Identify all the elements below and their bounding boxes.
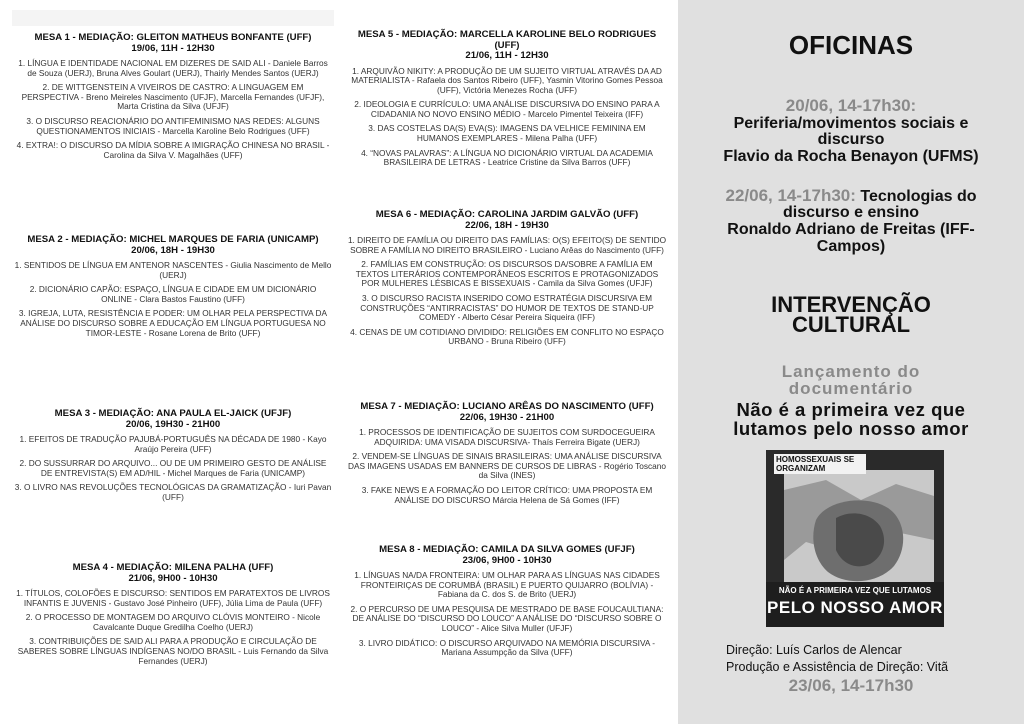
mesa-item: 4. CENAS DE UM COTIDIANO DIVIDIDO: RELIGIÕES EM CONFLITO NO ESPAÇO URBANO - Bruna Ribeiro (UFF)	[350, 326, 664, 347]
mesa-2	[14, 235, 332, 338]
mesa-item: 4. “NOVAS PALAVRAS”: A LÍNGUA NO DICIONÁRIO VIRTUAL DA ACADEMIA BRASILEIRA DE LETRAS - Leatrice Cristine da Silva Barros (UFF)	[361, 147, 653, 168]
mesa-item: 1. DIREITO DE FAMÍLIA OU DIREITO DAS FAMÍLIAS: O(S) EFEITO(S) DE SENTIDO SOBRE A FAMÍLIA NO DIREITO BRASILEIRO - Luciano Arêas do Nascimento (UFF)	[347, 235, 667, 255]
mesa-item: 1. EFEITOS DE TRADUÇÃO PAJUBÁ-PORTUGUÊS NA DÉCADA DE 1980 - Kayo Araújo Pereira (UFF)	[19, 434, 327, 454]
mesa-item: 3. O DISCURSO RACISTA INSERIDO COMO ESTRATÉGIA DISCURSIVA EM CONSTRUÇÕES “ANTIRRACISTAS” DO HUMOR DE TEXTOS DE STAND-UP COMEDY - Alberto César Pereira Siqueira (IFF)	[360, 292, 654, 323]
mesa-item: 2. DICIONÁRIO CAPÃO: ESPAÇO, LÍNGUA E CIDADE EM UM DICIONÁRIO ONLINE - Clara Bastos Faustino (UFF)	[29, 284, 317, 304]
oficina-1-line3: Flavio da Rocha Benayon (UFMS)	[723, 148, 979, 165]
documentary-poster	[766, 450, 944, 627]
mesa-4	[14, 563, 332, 666]
credits-direcao: Direção: Luís Carlos de Alencar	[726, 643, 902, 657]
intervencao-heading-1: INTERVENÇÃO	[771, 292, 931, 317]
mesa-date: 20/06, 18H - 19H30	[131, 244, 215, 256]
credits-producao: Produção e Assistência de Direção: Vitã	[726, 660, 949, 674]
mesa-date: 23/06, 9H00 - 10H30	[462, 554, 552, 566]
mesa-title: MESA 8 - MEDIAÇÃO: CAMILA DA SILVA GOMES (UFJF)	[379, 544, 635, 555]
mesa-title: MESA 4 - MEDIAÇÃO: MILENA PALHA (UFF)	[72, 562, 274, 573]
poster-bottom-small: NÃO É A PRIMEIRA VEZ QUE LUTAMOS	[778, 586, 932, 595]
film-title-line1: Não é a primeira vez que	[736, 399, 966, 420]
intervencao-heading-2: CULTURAL	[791, 312, 911, 337]
mesa-item: 1. PROCESSOS DE IDENTIFICAÇÃO DE SUJEITOS COM SURDOCEGUEIRA ADQUIRIDA: UMA VISADA DISCURSIVA- Thaís Ferreira Bigate (UERJ)	[359, 427, 655, 447]
column-right	[678, 0, 1024, 724]
mesa-title: MESA 7 - MEDIAÇÃO: LUCIANO ARÊAS DO NASCIMENTO (UFF)	[360, 401, 654, 412]
mesa-item: 3. LIVRO DIDÁTICO: O DISCURSO ARQUIVADO NA MEMÓRIA DISCURSIVA - Mariana Assumpção da Silva (UFF)	[358, 637, 656, 658]
oficinas-heading: OFICINAS	[788, 30, 914, 60]
mesa-item: 2. DO SUSSURRAR DO ARQUIVO... OU DE UM PRIMEIRO GESTO DE ANÁLISE DE ENTREVISTA(S) EM AD/HIL - Michel Marques de Faria (UNICAMP)	[19, 458, 327, 478]
mesa-item: 2. FAMÍLIAS EM CONSTRUÇÃO: OS DISCURSOS DA/SOBRE A FAMÍLIA EM TEXTOS LITERÁRIOS CONTEMPORÂNEOS ESCRITOS E PROTAGONIZADOS POR MULHERES LÉSBICAS E BISSEXUAIS - Camila da Silva Gomes (UFJF)	[355, 259, 659, 289]
credits-date: 23/06, 14-17h30	[788, 676, 914, 695]
mesa-8	[346, 545, 668, 658]
mesa-item: 1. TÍTULOS, COLOFÕES E DISCURSO: SENTIDOS EM PARATEXTOS DE LIVROS INFANTIS E JUVENIS - Gustavo José Pinheiro (UFF), Júlia Lima de Paula (UFF)	[16, 588, 330, 608]
mesa-item: 4. EXTRA!: O DISCURSO DA MÍDIA SOBRE A IMIGRAÇÃO CHINESA NO BRASIL - Carolina da Silva V. Magalhães (UFF)	[16, 140, 330, 160]
oficina-2-date: 22/06, 14-17h30:	[725, 186, 856, 205]
oficina-2-line1	[678, 188, 1024, 205]
mesa-item: 3. O LIVRO NAS REVOLUÇÕES TECNOLÓGICAS DA GRAMATIZAÇÃO - Iuri Pavan (UFF)	[14, 482, 332, 502]
mesa-item: 3. DAS COSTELAS DA(S) EVA(S): IMAGENS DA VELHICE FEMININA EM HUMANOS EXEMPLARES - Milena Palha (UFF)	[368, 123, 646, 144]
mesa-item: 3. FAKE NEWS E A FORMAÇÃO DO LEITOR CRÍTICO: UMA PROPOSTA EM ANÁLISE DO DISCURSO Márcia Helena de Sá Gomes (IFF)	[361, 484, 653, 505]
oficina-2-title-a: Tecnologias do	[860, 188, 977, 205]
mesa-item: 2. O PERCURSO DE UMA PESQUISA DE MESTRADO DE BASE FOUCAULTIANA: DE ANÁLISE DO “DISCURSO DO LOUCO” A ANÁLISE DO “DISCURSO SOBRE O LOUCO” - Alice Silva Muller (UFJF)	[350, 603, 664, 633]
mesa-date: 21/06, 9H00 - 10H30	[128, 572, 218, 584]
oficina-1-line2: discurso	[817, 131, 885, 148]
mesa-date: 19/06, 11H - 12H30	[131, 42, 215, 54]
poster-bottom-big: PELO NOSSO AMOR	[767, 598, 943, 617]
mesa-7	[346, 402, 668, 505]
mesa-6	[346, 210, 668, 347]
mesa-item: 1. SENTIDOS DE LÍNGUA EM ANTENOR NASCENTES - Giulia Nascimento de Mello (UERJ)	[14, 260, 332, 280]
mesa-title: MESA 2 - MEDIAÇÃO: MICHEL MARQUES DE FARIA (UNICAMP)	[27, 234, 319, 245]
mesa-date: 22/06, 19H30 - 21H00	[459, 411, 555, 423]
mesa-date: 21/06, 11H - 12H30	[465, 50, 549, 61]
oficina-2-line2: discurso e ensino	[782, 204, 920, 221]
mesa-5	[346, 30, 668, 168]
mesa-item: 2. DE WITTGENSTEIN A VIVEIROS DE CASTRO: A LINGUAGEM EM PERSPECTIVA - Breno Meireles Nascimento (UFJF), Marcella Fernandes (UFJF), Marta Cristina da Silva (UFJF)	[21, 82, 325, 112]
mesa-date: 22/06, 18H - 19H30	[465, 219, 549, 231]
mesa-3	[14, 409, 332, 503]
mesa-item: 3. O DISCURSO REACIONÁRIO DO ANTIFEMINISMO NAS REDES: ALGUNS QUESTIONAMENTOS INICIAIS - Marcella Karoline Belo Rodrigues (UFF)	[26, 115, 320, 136]
mesa-item: 1. LÍNGUAS NA/DA FRONTEIRA: UM OLHAR PARA AS LÍNGUAS NAS CIDADES FRONTEIRIÇAS DE CORUMBÁ (BRASIL) E PUERTO QUIJARRO (BOLÍVIA) - Fabiana da C. dos S. de Brito (UERJ)	[354, 570, 660, 600]
film-title-line2: lutamos pelo nosso amor	[733, 418, 969, 439]
oficina-2-line3: Ronaldo Adriano de Freitas (IFF-	[727, 221, 975, 238]
mesa-item: 2. O PROCESSO DE MONTAGEM DO ARQUIVO CLÓVIS MONTEIRO - Nicole Cavalcante Duque Gredilha Coelho (UERJ)	[25, 612, 321, 632]
mesa-item: 3. CONTRIBUIÇÕES DE SAID ALI PARA A PRODUÇÃO E CIRCULAÇÃO DE SABERES SOBRE LÍNGUAS INDÍGENAS NO/DO BRASIL - Luis Fernando da Silva Fernandes (UERJ)	[17, 636, 329, 666]
mesa-title: MESA 3 - MEDIAÇÃO: ANA PAULA EL-JAICK (UFJF)	[54, 408, 292, 419]
lancamento-line2: documentário	[788, 379, 914, 398]
oficina-2-line4: Campos)	[816, 238, 886, 255]
mesa-title: MESA 6 - MEDIAÇÃO: CAROLINA JARDIM GALVÃO (UFF)	[375, 209, 639, 220]
lancamento-line1: Lançamento do	[781, 362, 921, 381]
mesa-item: 2. IDEOLOGIA E CURRÍCULO: UMA ANÁLISE DISCURSIVA DO ENSINO PARA A CIDADANIA NO NOVO ENSINO MÉDIO - Marcelo Pimentel Teixeira (IFF)	[354, 99, 660, 119]
mesa-item: 3. IGREJA, LUTA, RESISTÊNCIA E PODER: UM OLHAR PELA PERSPECTIVA DA ANÁLISE DO DISCURSO SOBRE A EDUCAÇÃO EM LÍNGUA PORTUGUESA NO TIMOR-LESTE - Rosane Lorena de Brito (UFF)	[18, 308, 328, 338]
poster-top-banner: HOMOSSEXUAIS SE ORGANIZAM	[776, 455, 855, 473]
mesa-item: 1. LÍNGUA E IDENTIDADE NACIONAL EM DIZERES DE SAID ALI - Daniele Barros de Souza (UERJ), Bruna Alves Goulart (UERJ), Thairly Mendes Santos (UERJ)	[18, 58, 328, 78]
oficina-1-line1: Periferia/movimentos sociais e	[733, 115, 969, 132]
mesa-1	[14, 33, 332, 160]
mesa-item: 1. ARQUIVÃO NIKITY: A PRODUÇÃO DE UM SUJEITO VIRTUAL ATRAVÉS DA AD MATERIALISTA - Rafaela dos Santos Ribeiro (UFF), Yasmin Vitorino Gomes Pessoa (UFF), Victória Menezes Rocha (UFF)	[351, 65, 663, 95]
mesa-date: 20/06, 19H30 - 21H00	[125, 418, 221, 430]
mesa-title: MESA 5 - MEDIAÇÃO: MARCELLA KAROLINE BELO RODRIGUES (UFF)	[357, 29, 657, 51]
oficina-1-date: 20/06, 14-17h30:	[785, 96, 917, 115]
mesa-title: MESA 1 - MEDIAÇÃO: GLEITON MATHEUS BONFANTE (UFF)	[34, 32, 312, 43]
mesa-item: 2. VENDEM-SE LÍNGUAS DE SINAIS BRASILEIRAS: UMA ANÁLISE DISCURSIVA DAS IMAGENS USADAS EM BANNERS DE CURSOS DE LIBRAS - Rogério Toscano da Silva (INES)	[348, 451, 666, 481]
